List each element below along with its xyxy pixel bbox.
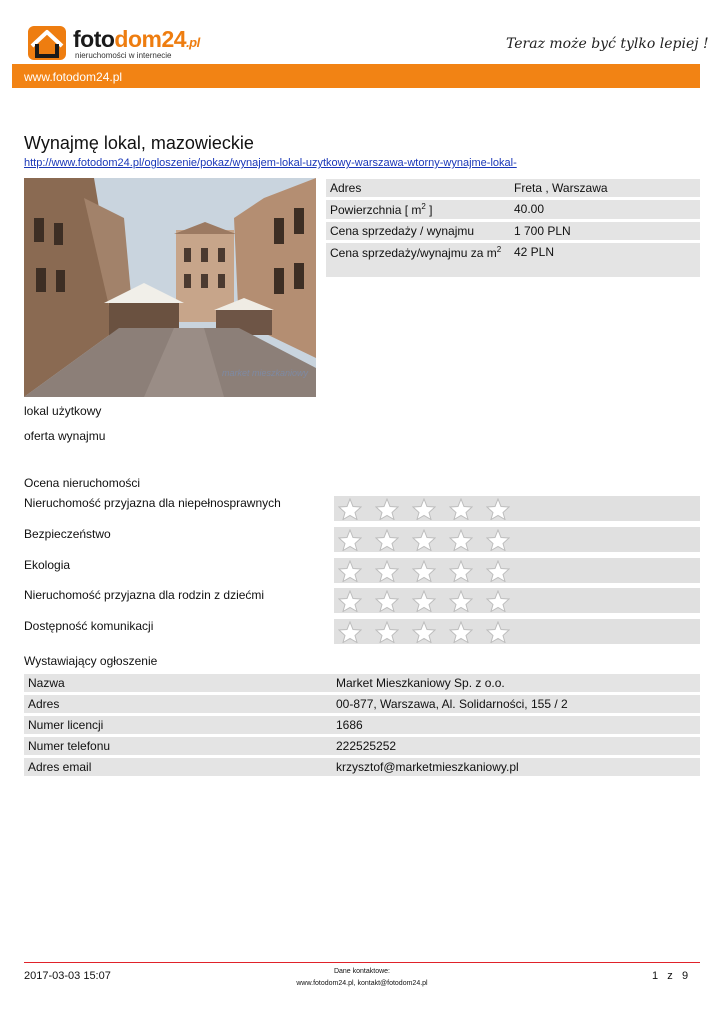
table-row [24,695,700,713]
property-label [326,200,510,219]
agent-value[interactable]: krzysztof@marketmieszkaniowy.pl [332,758,700,776]
property-value: Freta , Warszawa [510,179,700,197]
table-row [24,674,700,692]
listing-photo [24,178,316,397]
star-icon[interactable] [449,498,473,520]
property-label: Adres [326,179,510,197]
house-logo-icon [26,24,68,62]
slogan: Teraz może być tylko lepiej ! [506,36,709,52]
footer-date: 2017-03-03 15:07 [24,970,111,982]
site-link[interactable]: www.fotodom24.pl [24,70,123,84]
star-icon[interactable] [486,621,510,643]
property-label-sup: 2 [496,245,502,254]
star-rating[interactable] [334,558,700,583]
property-table [326,176,700,280]
rating-label: Nieruchomość przyjazna dla niepełnosprawnych [24,496,281,510]
photo-watermark: market mieszkaniowy [222,368,309,378]
table-row [24,758,700,776]
page-total: 9 [681,970,689,982]
property-label-after: ] [425,203,433,217]
agent-label: Numer licencji [24,716,332,734]
page-title: Wynajmę lokal, mazowieckie [24,133,254,153]
property-value: 1 700 PLN [510,222,700,240]
agent-heading: Wystawiający ogłoszenie [24,654,158,668]
star-icon[interactable] [486,560,510,582]
star-rating[interactable] [334,527,700,552]
star-rating[interactable] [334,588,700,613]
star-icon[interactable] [375,498,399,520]
ratings-heading: Ocena nieruchomości [24,476,141,490]
rating-row [24,527,700,555]
star-icon[interactable] [338,529,362,551]
star-rating[interactable] [334,619,700,644]
table-row [24,716,700,734]
agent-table [24,671,700,779]
property-label-sup: 2 [421,202,426,211]
rating-row [24,496,700,524]
agent-label: Nazwa [24,674,332,692]
star-icon[interactable] [338,590,362,612]
rating-label: Dostępność komunikacji [24,619,154,633]
star-icon[interactable] [486,590,510,612]
star-icon[interactable] [449,560,473,582]
star-icon[interactable] [449,529,473,551]
star-icon[interactable] [412,498,436,520]
star-icon[interactable] [486,529,510,551]
star-icon[interactable] [449,590,473,612]
property-value: 40.00 [510,200,700,219]
agent-label: Adres email [24,758,332,776]
table-row [326,200,700,219]
star-icon[interactable] [375,621,399,643]
star-rating[interactable] [334,496,700,521]
star-icon[interactable] [375,590,399,612]
star-icon[interactable] [375,529,399,551]
star-icon[interactable] [338,560,362,582]
agent-value: 00-877, Warszawa, Al. Solidarności, 155 / 2 [332,695,700,713]
agent-value: 222525252 [332,737,700,755]
rating-row [24,588,700,616]
rating-row [24,619,700,647]
star-icon[interactable] [412,529,436,551]
table-row [326,243,700,277]
property-type: lokal użytkowy [24,404,102,418]
star-icon[interactable] [412,560,436,582]
listing-url-link[interactable]: http://www.fotodom24.pl/ogloszenie/pokaz/wynajem-lokal-uzytkowy-warszawa-wtorny-wynajme-lokal- [24,157,517,169]
offer-type: oferta wynajmu [24,429,106,443]
agent-label: Numer telefonu [24,737,332,755]
property-value: 42 PLN [510,243,700,277]
agent-value: Market Mieszkaniowy Sp. z o.o. [332,674,700,692]
page-sep: z [667,970,673,982]
star-icon[interactable] [449,621,473,643]
table-row [326,179,700,197]
page-number [652,970,688,982]
star-icon[interactable] [338,621,362,643]
star-icon[interactable] [412,621,436,643]
star-icon[interactable] [486,498,510,520]
agent-value: 1686 [332,716,700,734]
logo-subtitle: nieruchomości w internecie [75,51,172,60]
page-current: 1 [652,970,659,982]
rating-label: Bezpieczeństwo [24,527,111,541]
property-label [326,243,510,277]
star-icon[interactable] [375,560,399,582]
table-row [326,222,700,240]
star-icon[interactable] [338,498,362,520]
table-row [24,737,700,755]
logo-text-part2: dom24 [114,26,187,52]
rating-label: Nieruchomość przyjazna dla rodzin z dziećmi [24,588,265,602]
property-label-text: Powierzchnia [ m [330,203,422,217]
agent-label: Adres [24,695,332,713]
logo-text-part1: foto [73,26,115,52]
star-icon[interactable] [412,590,436,612]
rating-row [24,558,700,586]
property-label-text: Cena sprzedaży/wynajmu za m [330,246,497,260]
logo-text-pl: .pl [186,35,200,50]
footer-divider [24,962,700,963]
property-label: Cena sprzedaży / wynajmu [326,222,510,240]
footer-contact-heading: Dane kontaktowe: [333,968,391,975]
logo-text[interactable] [73,26,200,53]
footer-contact: www.fotodom24.pl, kontakt@fotodom24.pl [296,980,428,987]
rating-label: Ekologia [24,558,71,572]
